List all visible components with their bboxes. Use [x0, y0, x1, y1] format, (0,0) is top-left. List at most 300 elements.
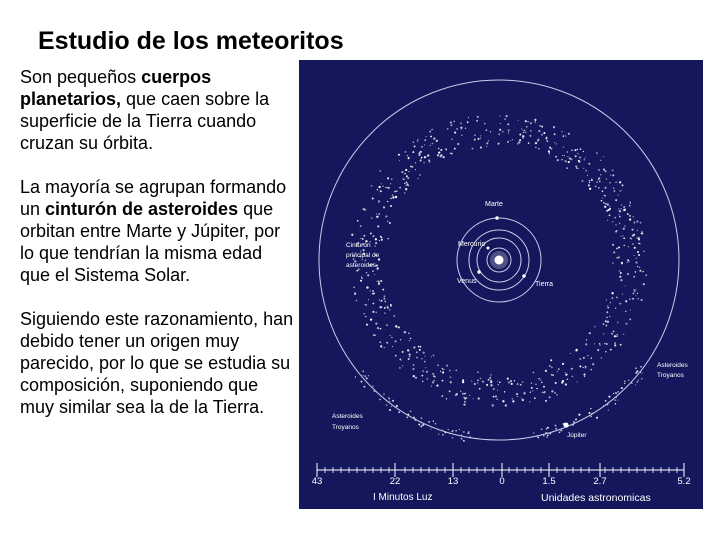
label-jupiter: Júpiter — [567, 432, 587, 439]
belt-asteroid — [609, 182, 611, 184]
belt-asteroid — [625, 323, 627, 325]
belt-asteroid — [372, 311, 374, 313]
belt-asteroid — [588, 163, 590, 165]
belt-asteroid — [531, 387, 533, 389]
belt-asteroid — [384, 295, 386, 297]
belt-asteroid — [543, 386, 545, 388]
belt-asteroid — [583, 168, 584, 169]
belt-asteroid — [616, 297, 618, 299]
belt-asteroid — [422, 370, 424, 372]
belt-asteroid — [607, 203, 609, 205]
trojan-asteroids — [355, 366, 643, 442]
belt-asteroid — [403, 178, 404, 179]
belt-asteroid — [437, 154, 439, 156]
belt-asteroid — [625, 300, 627, 302]
trojan-asteroid — [573, 421, 575, 423]
belt-asteroid — [630, 238, 632, 240]
belt-asteroid — [477, 380, 478, 381]
belt-asteroid — [468, 117, 469, 118]
belt-asteroid — [612, 262, 613, 263]
belt-asteroid — [637, 293, 638, 294]
belt-asteroid — [386, 324, 388, 326]
belt-asteroid — [398, 326, 400, 328]
belt-asteroid — [549, 396, 551, 398]
belt-asteroid — [490, 384, 492, 386]
scale-tick-label: 1.5 — [542, 476, 556, 487]
belt-asteroid — [409, 340, 410, 341]
belt-asteroid — [450, 376, 452, 378]
belt-asteroid — [541, 134, 543, 136]
belt-asteroid — [571, 150, 573, 152]
belt-asteroid — [614, 342, 616, 344]
scale-left-label: I Minutos Luz — [373, 492, 433, 503]
belt-asteroid — [618, 247, 620, 249]
belt-asteroid — [377, 226, 378, 227]
belt-asteroid — [404, 179, 405, 180]
belt-asteroid — [564, 160, 566, 162]
trojan-asteroid — [410, 410, 412, 412]
belt-asteroid — [536, 388, 537, 389]
belt-asteroid — [411, 166, 413, 168]
belt-asteroid — [374, 245, 375, 246]
belt-asteroid — [405, 151, 407, 153]
belt-asteroid — [595, 186, 597, 188]
belt-asteroid — [604, 195, 606, 197]
belt-asteroid — [436, 385, 438, 387]
belt-asteroid — [490, 380, 492, 382]
belt-asteroid — [406, 181, 408, 183]
belt-asteroid — [612, 221, 613, 222]
belt-asteroid — [375, 311, 377, 313]
belt-asteroid — [496, 398, 497, 399]
trojan-asteroid — [452, 437, 453, 438]
label-tierra: Tierra — [535, 281, 554, 288]
belt-asteroid — [517, 396, 518, 397]
belt-asteroid — [557, 371, 558, 372]
belt-asteroid — [462, 379, 464, 381]
scale-right-label: Unidades astronomicas — [541, 492, 651, 504]
belt-asteroid — [384, 301, 386, 303]
belt-asteroid — [451, 153, 453, 155]
solar-system-svg — [299, 60, 703, 509]
belt-asteroid — [467, 121, 469, 123]
belt-asteroid — [385, 215, 387, 217]
belt-asteroid — [591, 357, 593, 359]
belt-asteroid — [394, 191, 396, 193]
belt-asteroid — [378, 200, 380, 202]
belt-asteroid — [619, 214, 620, 215]
belt-asteroid — [382, 186, 383, 187]
belt-asteroid — [373, 303, 375, 305]
belt-asteroid — [460, 129, 461, 130]
trojan-asteroid — [546, 428, 547, 429]
belt-asteroid — [567, 379, 569, 381]
belt-asteroid — [407, 177, 409, 179]
trojan-asteroid — [621, 387, 623, 389]
belt-asteroid — [510, 140, 511, 141]
belt-asteroid — [465, 128, 466, 129]
belt-asteroid — [408, 332, 410, 334]
belt-asteroid — [376, 214, 377, 215]
belt-asteroid — [585, 366, 587, 368]
belt-asteroid — [608, 209, 610, 211]
belt-asteroid — [620, 236, 621, 237]
belt-asteroid — [504, 391, 505, 392]
belt-asteroid — [365, 260, 366, 261]
trojan-asteroid — [546, 436, 548, 438]
belt-asteroid — [589, 188, 591, 190]
belt-asteroid — [543, 132, 545, 134]
belt-asteroid — [372, 270, 373, 271]
belt-asteroid — [424, 356, 425, 357]
belt-asteroid — [580, 148, 582, 150]
belt-asteroid — [556, 143, 557, 144]
belt-asteroid — [632, 243, 634, 245]
belt-asteroid — [551, 367, 553, 369]
belt-asteroid — [561, 131, 562, 132]
belt-asteroid — [375, 238, 377, 240]
belt-asteroid — [446, 398, 447, 399]
belt-asteroid — [377, 267, 378, 268]
belt-asteroid — [605, 203, 607, 205]
belt-asteroid — [535, 147, 536, 148]
belt-asteroid — [488, 140, 489, 141]
trojan-asteroid — [614, 399, 616, 401]
belt-asteroid — [441, 395, 443, 397]
belt-asteroid — [477, 116, 479, 118]
belt-asteroid — [634, 291, 635, 292]
belt-asteroid — [506, 115, 508, 117]
belt-asteroid — [609, 214, 611, 216]
belt-asteroid — [565, 372, 566, 373]
belt-asteroid — [619, 303, 621, 305]
belt-asteroid — [379, 299, 380, 300]
trojan-asteroid — [640, 366, 642, 368]
belt-asteroid — [372, 293, 374, 295]
belt-asteroid — [530, 391, 531, 392]
trojan-asteroid — [418, 424, 420, 426]
belt-asteroid — [440, 371, 441, 372]
belt-asteroid — [535, 121, 536, 122]
trojan-asteroid — [420, 425, 422, 427]
belt-asteroid — [438, 148, 440, 150]
belt-asteroid — [395, 355, 397, 357]
belt-asteroid — [366, 324, 368, 326]
distance-scale — [312, 463, 691, 487]
belt-asteroid — [404, 331, 406, 333]
belt-asteroid — [425, 367, 426, 368]
belt-asteroid — [462, 393, 464, 395]
trojan-asteroid — [635, 372, 637, 374]
belt-asteroid — [625, 310, 627, 312]
belt-asteroid — [638, 243, 640, 245]
belt-asteroid — [557, 159, 559, 161]
trojan-asteroid — [366, 378, 368, 380]
belt-asteroid — [497, 381, 498, 382]
belt-asteroid — [629, 215, 631, 217]
belt-asteroid — [578, 160, 579, 161]
belt-asteroid — [508, 129, 510, 131]
belt-asteroid — [404, 192, 405, 193]
belt-asteroid — [556, 394, 558, 396]
belt-asteroid — [583, 151, 584, 152]
belt-asteroid — [512, 400, 514, 402]
belt-asteroid — [624, 225, 625, 226]
belt-asteroid — [614, 344, 616, 346]
belt-asteroid — [500, 123, 501, 124]
belt-asteroid — [616, 230, 617, 231]
trojan-asteroid — [406, 416, 408, 418]
trojan-asteroid — [631, 382, 632, 383]
belt-asteroid — [415, 169, 416, 170]
belt-asteroid — [611, 297, 613, 299]
belt-asteroid — [607, 305, 608, 306]
belt-asteroid — [507, 141, 509, 143]
belt-asteroid — [419, 174, 420, 175]
belt-asteroid — [541, 382, 543, 384]
belt-asteroid — [611, 333, 613, 335]
belt-asteroid — [373, 235, 374, 236]
belt-asteroid — [490, 381, 492, 383]
belt-asteroid — [643, 283, 645, 285]
belt-asteroid — [614, 217, 616, 219]
belt-asteroid — [606, 299, 607, 300]
label-mercurio: Mercurio — [458, 241, 486, 248]
belt-asteroid — [399, 367, 401, 369]
trojan-asteroid — [560, 429, 562, 431]
belt-asteroid — [508, 132, 509, 133]
belt-asteroid — [607, 220, 608, 221]
belt-asteroid — [582, 367, 583, 368]
belt-asteroid — [377, 327, 379, 329]
belt-asteroid — [424, 361, 426, 363]
belt-asteroid — [354, 293, 356, 295]
belt-asteroid — [589, 180, 591, 182]
belt-asteroid — [478, 397, 480, 399]
belt-asteroid — [401, 360, 402, 361]
belt-asteroid — [390, 205, 392, 207]
belt-asteroid — [405, 188, 407, 190]
belt-asteroid — [553, 126, 555, 128]
belt-asteroid — [590, 369, 592, 371]
trojan-asteroid — [360, 381, 362, 383]
trojan-asteroid — [547, 427, 549, 429]
belt-asteroid — [601, 200, 603, 202]
label-troyanos-right-2: Troyanos — [657, 372, 684, 379]
belt-asteroid — [480, 378, 482, 380]
belt-asteroid — [568, 133, 570, 135]
trojan-asteroid — [555, 428, 557, 430]
belt-asteroid — [555, 156, 557, 158]
belt-asteroid — [493, 396, 495, 398]
belt-asteroid — [540, 379, 541, 380]
belt-asteroid — [610, 174, 611, 175]
belt-asteroid — [620, 279, 622, 281]
belt-asteroid — [612, 174, 614, 176]
belt-asteroid — [431, 356, 432, 357]
belt-asteroid — [442, 371, 444, 373]
belt-asteroid — [612, 244, 614, 246]
belt-asteroid — [577, 149, 578, 150]
belt-asteroid — [614, 335, 616, 337]
belt-asteroid — [599, 344, 601, 346]
belt-asteroid — [572, 376, 574, 378]
belt-asteroid — [512, 139, 513, 140]
belt-asteroid — [635, 289, 636, 290]
belt-asteroid — [400, 339, 401, 340]
belt-asteroid — [366, 286, 368, 288]
belt-asteroid — [545, 400, 547, 402]
belt-asteroid — [413, 346, 415, 348]
trojan-asteroid — [637, 381, 638, 382]
belt-asteroid — [395, 340, 397, 342]
belt-asteroid — [554, 133, 556, 135]
belt-asteroid — [460, 391, 461, 392]
belt-asteroid — [381, 239, 383, 241]
belt-asteroid — [507, 123, 509, 125]
belt-asteroid — [431, 129, 432, 130]
belt-asteroid — [630, 201, 631, 202]
belt-asteroid — [517, 383, 519, 385]
belt-asteroid — [442, 380, 444, 382]
belt-asteroid — [535, 383, 537, 385]
belt-asteroid — [615, 224, 616, 225]
belt-asteroid — [530, 122, 532, 124]
belt-asteroid — [603, 202, 605, 204]
belt-asteroid — [622, 294, 623, 295]
belt-asteroid — [387, 201, 389, 203]
trojan-asteroid — [613, 393, 614, 394]
belt-asteroid — [517, 143, 518, 144]
trojan-asteroid — [463, 440, 465, 442]
belt-asteroid — [486, 142, 488, 144]
belt-asteroid — [361, 277, 363, 279]
belt-asteroid — [600, 174, 601, 175]
trojan-asteroid — [638, 380, 639, 381]
belt-asteroid — [432, 143, 434, 145]
belt-asteroid — [601, 357, 602, 358]
belt-asteroid — [395, 325, 397, 327]
scale-tick-label: 13 — [447, 476, 459, 487]
belt-asteroid — [447, 128, 449, 130]
belt-asteroid — [633, 234, 635, 236]
belt-asteroid — [528, 142, 530, 144]
belt-asteroid — [440, 154, 442, 156]
belt-asteroid — [393, 197, 395, 199]
belt-asteroid — [643, 251, 644, 252]
belt-asteroid — [433, 380, 434, 381]
belt-asteroid — [363, 313, 364, 314]
belt-asteroid — [436, 140, 438, 142]
trojan-asteroid — [452, 430, 453, 431]
belt-asteroid — [607, 321, 609, 323]
trojan-asteroid — [615, 403, 616, 404]
belt-asteroid — [522, 130, 523, 131]
belt-asteroid — [538, 148, 539, 149]
trojan-asteroid — [362, 371, 363, 372]
trojan-asteroid — [433, 421, 434, 422]
belt-asteroid — [529, 401, 530, 402]
belt-asteroid — [502, 400, 504, 402]
trojan-asteroid — [617, 391, 619, 393]
belt-asteroid — [404, 183, 405, 184]
belt-asteroid — [409, 356, 410, 357]
belt-asteroid — [505, 404, 507, 406]
trojan-asteroid — [435, 423, 437, 425]
belt-asteroid — [390, 183, 391, 184]
belt-asteroid — [570, 158, 572, 160]
belt-asteroid — [619, 270, 621, 272]
belt-asteroid — [607, 307, 609, 309]
belt-asteroid — [438, 151, 440, 153]
belt-asteroid — [564, 155, 565, 156]
belt-asteroid — [521, 128, 522, 129]
sun — [495, 256, 504, 265]
belt-asteroid — [613, 190, 615, 192]
belt-asteroid — [471, 380, 472, 381]
belt-asteroid — [606, 317, 607, 318]
belt-asteroid — [615, 307, 617, 309]
belt-asteroid — [417, 139, 418, 140]
belt-asteroid — [450, 153, 451, 154]
label-cinturon-1: Cinturón — [346, 242, 371, 249]
belt-asteroid — [477, 382, 478, 383]
trojan-asteroid — [438, 434, 439, 435]
belt-asteroid — [522, 381, 524, 383]
belt-asteroid — [391, 178, 392, 179]
belt-asteroid — [430, 145, 431, 146]
belt-asteroid — [591, 178, 593, 180]
belt-asteroid — [619, 216, 621, 218]
belt-asteroid — [472, 148, 474, 150]
belt-asteroid — [420, 159, 422, 161]
belt-asteroid — [602, 191, 604, 193]
trojan-asteroid — [547, 434, 549, 436]
belt-asteroid — [589, 332, 591, 334]
belt-asteroid — [381, 300, 383, 302]
trojan-asteroid — [605, 400, 607, 402]
belt-asteroid — [596, 152, 597, 153]
belt-asteroid — [625, 285, 626, 286]
belt-asteroid — [430, 136, 432, 138]
belt-asteroid — [523, 392, 525, 394]
belt-asteroid — [379, 341, 381, 343]
belt-asteroid — [490, 374, 491, 375]
belt-asteroid — [405, 169, 407, 171]
belt-asteroid — [373, 334, 375, 336]
belt-asteroid — [636, 237, 637, 238]
belt-asteroid — [538, 139, 540, 141]
belt-asteroid — [584, 159, 585, 160]
belt-asteroid — [510, 380, 512, 382]
belt-asteroid — [554, 142, 555, 143]
belt-asteroid — [406, 175, 408, 177]
belt-asteroid — [383, 298, 385, 300]
belt-asteroid — [451, 139, 452, 140]
belt-asteroid — [387, 238, 389, 240]
belt-asteroid — [372, 198, 374, 200]
trojan-asteroid — [575, 419, 576, 420]
belt-asteroid — [383, 206, 385, 208]
label-troyanos-left-2: Troyanos — [332, 424, 359, 431]
belt-asteroid — [575, 155, 577, 157]
belt-asteroid — [364, 209, 366, 211]
belt-asteroid — [627, 259, 629, 261]
slide-title: Estudio de los meteoritos — [38, 27, 344, 55]
belt-asteroid — [637, 266, 638, 267]
belt-asteroid — [480, 138, 481, 139]
belt-asteroid — [605, 325, 607, 327]
